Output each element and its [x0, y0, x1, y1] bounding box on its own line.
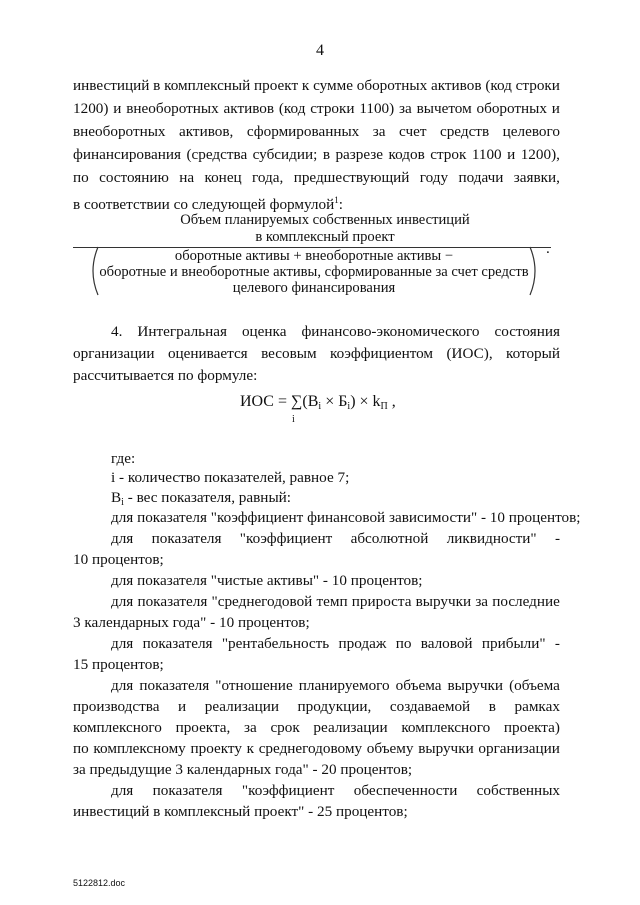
word: оценивается [167, 345, 248, 362]
word: состоянию [99, 169, 169, 186]
word: целевого [502, 123, 560, 140]
word: оборотных [476, 100, 547, 117]
text-line [73, 168, 560, 188]
word: году [419, 169, 449, 186]
list-item [111, 592, 560, 612]
word: выручки [415, 593, 472, 610]
word: субсидии; [252, 146, 318, 163]
formula-trailing: , [387, 393, 396, 410]
formula-denominator-line2: оборотные и внеоборотные активы, сформированные за счет средств [99, 264, 529, 280]
word: проекта) [503, 719, 560, 736]
word: к [246, 740, 254, 757]
word: инвестиций [73, 77, 150, 94]
word: строки [310, 100, 355, 117]
word: выручки [418, 740, 474, 757]
word: состояния [494, 323, 560, 340]
word: строки [515, 77, 560, 94]
word: оборотных [356, 77, 428, 94]
word: показателя [151, 530, 222, 547]
list-item: 3 календарных года" - 10 процентов; [73, 614, 310, 631]
list-item [111, 676, 560, 696]
list-item: 15 процентов; [73, 656, 164, 673]
word: реализации [204, 698, 279, 715]
list-item [73, 739, 560, 759]
formula-trailing-dot: . [546, 240, 550, 257]
word: коэффициентом [330, 345, 434, 362]
word: по [73, 740, 89, 757]
word: года, [252, 169, 284, 186]
formula-body-open: (В [302, 393, 319, 410]
word: (код [278, 100, 306, 117]
word: финансово-экономического [301, 323, 480, 340]
word: за [244, 719, 257, 736]
word: организации [73, 345, 155, 362]
word: в [488, 698, 496, 715]
text-line [73, 76, 560, 96]
formula-numerator-line2: в комплексный проект [255, 229, 395, 245]
text-line: рассчитывается по формуле: [73, 367, 258, 384]
word: темп [316, 593, 348, 610]
word: весовым [261, 345, 317, 362]
word: за [399, 100, 412, 117]
word: "рентабельность [221, 635, 330, 652]
word: показателя [137, 593, 208, 610]
word: ликвидности" [446, 530, 537, 547]
word: средств [439, 123, 490, 140]
word: предшествующий [293, 169, 410, 186]
word: сформированных [246, 123, 360, 140]
formula-denominator-line1: оборотные активы + внеоборотные активы − [174, 248, 454, 264]
word: - [554, 635, 560, 652]
word: (код [485, 77, 512, 94]
word: "коэффициент [241, 782, 335, 799]
word: для [111, 782, 134, 799]
word: на [179, 169, 195, 186]
list-item [111, 781, 560, 801]
word: (средства [186, 146, 248, 163]
b-symbol: В [111, 489, 122, 506]
text-line-end: : [338, 196, 343, 214]
list-item [111, 634, 560, 654]
word: за [475, 593, 489, 610]
word: по [395, 635, 412, 652]
formula-times: × Б [321, 393, 348, 410]
word: комплексный [164, 77, 251, 94]
word: Интегральная [137, 323, 227, 340]
word: который [506, 345, 560, 362]
word: валовой [420, 635, 473, 652]
word: активов, [179, 123, 234, 140]
word: для [111, 530, 134, 547]
word: 1100) [359, 100, 395, 117]
word: внеоборотных [73, 123, 166, 140]
word: 1200) [73, 100, 109, 117]
word: для [111, 593, 134, 610]
word: проекта, [175, 719, 231, 736]
word: создаваемой [389, 698, 471, 715]
list-item: 10 процентов; [73, 551, 164, 568]
word: рамках [514, 698, 560, 715]
list-item [111, 529, 560, 549]
word: показателя [152, 782, 223, 799]
word: "среднегодовой [211, 593, 313, 610]
word: производства [73, 698, 160, 715]
word: комплексного [73, 719, 162, 736]
i-definition: i - количество показателей, равное 7; [111, 469, 350, 486]
list-item: для показателя "коэффициент финансовой зависимости" - 10 процентов; [111, 509, 581, 526]
word: активов [431, 77, 482, 94]
list-item: за предыдущие 3 календарных года" - 20 процентов; [73, 761, 413, 778]
word: конец [204, 169, 242, 186]
formula-denominator-line3: целевого финансирования [232, 280, 396, 296]
page-number: 4 [316, 42, 324, 59]
word: внеоборотных [126, 100, 219, 117]
footnote-mark: 1 [334, 195, 339, 205]
word: и [551, 100, 560, 117]
word: обеспеченности [353, 782, 458, 799]
text-line [73, 122, 560, 142]
formula-lhs: ИОС = ∑ [240, 393, 303, 410]
word: заявки, [513, 169, 560, 186]
word: "отношение [215, 677, 293, 694]
word: реализации [313, 719, 388, 736]
word: проекту [190, 740, 242, 757]
word: показателя [139, 677, 210, 694]
word: выручки [447, 677, 504, 694]
word: комплексного [401, 719, 491, 736]
word: в [322, 146, 330, 163]
word: планируемого [298, 677, 390, 694]
word: продукции, [297, 698, 372, 715]
word: и [507, 146, 516, 163]
word: к [301, 77, 310, 94]
word: абсолютной [350, 530, 429, 547]
formula-body-close: ) × k [350, 393, 381, 410]
text-line [111, 322, 560, 342]
word: строк [430, 146, 467, 163]
formula-sub: i [347, 401, 351, 412]
text-line [73, 99, 560, 119]
word: проект [254, 77, 299, 94]
word: разрезе [335, 146, 384, 163]
word: оценка [241, 323, 287, 340]
b-definition-text: - вес показателя, равный: [123, 489, 291, 506]
word: - [554, 530, 560, 547]
word: за [372, 123, 386, 140]
formula-sub: П [380, 401, 388, 412]
list-item [73, 697, 560, 717]
word: и [178, 698, 187, 715]
list-item: для показателя "чистые активы" - 10 процентов; [111, 572, 423, 589]
word: и [113, 100, 122, 117]
word: прироста [351, 593, 412, 610]
word: (объема [509, 677, 560, 694]
word: подачи [458, 169, 504, 186]
text-line-content: в соответствии со следующей формулой [73, 196, 335, 214]
word: прибыли" [481, 635, 546, 652]
word: 1200), [520, 146, 560, 163]
word: сумме [313, 77, 353, 94]
formula-ios [240, 393, 396, 412]
word: "коэффициент [239, 530, 333, 547]
word: последние [492, 593, 560, 610]
word: кодов [388, 146, 425, 163]
footer-doc-code: 5122812.doc [73, 878, 126, 888]
list-item: инвестиций в комплексный проект" - 25 процентов; [73, 803, 408, 820]
where-label: где: [111, 450, 136, 467]
word: 4. [111, 323, 123, 340]
text-line [73, 344, 560, 364]
word: финансирования [73, 146, 181, 163]
word: показателя [142, 635, 213, 652]
word: счет [399, 123, 427, 140]
word: активов [223, 100, 275, 117]
word: объему [366, 740, 414, 757]
text-line [73, 145, 560, 165]
word: по [73, 169, 89, 186]
word: (ИОС), [446, 345, 493, 362]
word: продаж [338, 635, 387, 652]
word: 1100 [471, 146, 502, 163]
word: для [111, 677, 134, 694]
word: для [111, 635, 134, 652]
word: среднегодовому [258, 740, 363, 757]
word: комплексному [93, 740, 186, 757]
formula-sub: i [318, 401, 322, 412]
formula-numerator-line1: Объем планируемых собственных инвестиций [180, 212, 470, 228]
sum-index: i [292, 414, 295, 425]
word: организации [478, 740, 560, 757]
word: объема [395, 677, 442, 694]
list-item [73, 718, 560, 738]
word: в [153, 77, 161, 94]
word: срок [270, 719, 300, 736]
word: вычетом [416, 100, 472, 117]
b-subscript: i [121, 497, 124, 508]
word: собственных [476, 782, 560, 799]
right-parenthesis-icon [528, 246, 542, 296]
